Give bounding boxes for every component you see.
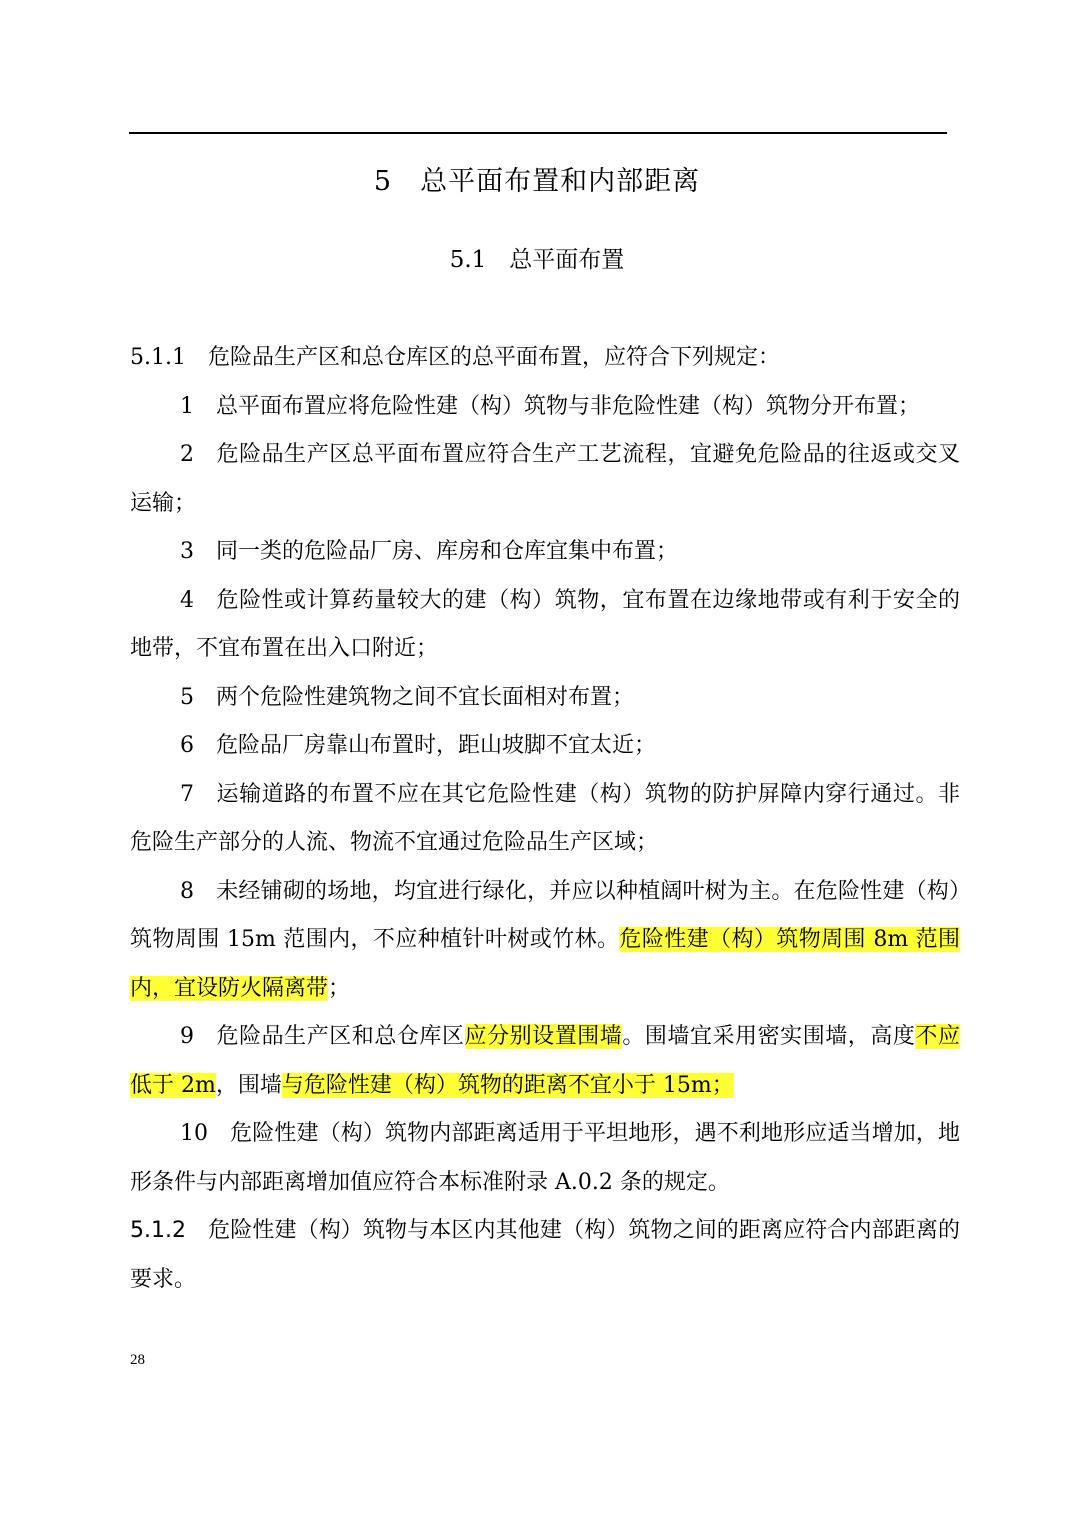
item-number: 3 [180,539,194,564]
section-title [0,240,1074,280]
list-item [130,771,960,868]
list-item [130,1110,960,1207]
item-text: ，围墙 [215,1072,282,1098]
item-number: 10 [180,1121,208,1146]
list-item [130,868,960,1014]
item-number: 7 [180,781,194,807]
highlighted-text: 不应低于 2m [130,1024,960,1098]
item-text: 总平面布置应将危险性建（构）筑物与非危险性建（构）筑物分开布置； [216,393,921,419]
list-item [130,431,960,528]
item-text: 运输道路的布置不应在其它危险性建（构）筑物的防护屏障内穿行通过。非危险生产部分的人流、物流不宜通过危险品生产区域； [130,781,960,855]
highlighted-text: 危险性建（构）筑物周围 8m 范围内，宜设防火隔离带 [130,927,960,1001]
clause-number: 5.1.2 [130,1218,186,1243]
item-text: 同一类的危险品厂房、库房和仓库宜集中布置； [216,539,679,564]
clause-text: 危险性建（构）筑物与本区内其他建（构）筑物之间的距离应符合内部距离的要求。 [130,1218,960,1292]
item-text: 危险品生产区总平面布置应符合生产工艺流程，宜避免危险品的往返或交叉运输； [130,442,960,516]
item-number: 4 [180,587,194,613]
highlighted-text: 与危险性建（构）筑物的距离不宜小于 15m； [281,1072,734,1098]
list-item [130,383,960,432]
clause-5-1-2 [130,1207,960,1304]
list-item [130,722,960,771]
clause-number: 5.1.1 [130,345,186,370]
item-number: 1 [180,393,194,419]
page-number: 28 [130,1352,145,1368]
chapter-title [0,160,1074,204]
document-body [130,334,960,1304]
list-item [130,528,960,577]
section-number: 5.1 [449,247,487,273]
highlighted-text: 应分别设置围墙 [464,1024,623,1049]
clause-text: 危险品生产区和总仓库区的总平面布置，应符合下列规定： [207,345,780,370]
section-title-text: 总平面布置 [509,247,625,273]
item-number: 5 [180,684,194,710]
item-text: 。围墙宜采用密实围墙，高度 [622,1024,916,1049]
item-text: 危险性或计算药量较大的建（构）筑物，宜布置在边缘地带或有利于安全的地带，不宜布置在出入口附近； [130,587,960,661]
clause-5-1-1 [130,334,960,383]
chapter-title-text: 总平面布置和内部距离 [420,166,701,197]
item-text: 危险性建（构）筑物内部距离适用于平坦地形，遇不利地形应适当增加，地形条件与内部距离增加值应符合本标准附录 A.0.2 条的规定。 [130,1121,960,1195]
item-text: 两个危险性建筑物之间不宜长面相对布置； [216,684,635,710]
item-text: 危险品生产区和总仓库区 [216,1024,465,1049]
item-number: 2 [180,442,194,467]
list-item [130,577,960,674]
chapter-number: 5 [373,166,393,197]
item-number: 6 [180,733,194,758]
item-text: 危险品厂房靠山布置时，距山坡脚不宜太近； [216,733,657,758]
item-text: ； [328,975,351,1001]
header-rule [129,132,947,134]
item-number: 9 [180,1024,194,1049]
item-text: 未经铺砌的场地，均宜进行绿化，并应以种植阔叶树为主。在危险性建（构）筑物周围 15m 范围内，不应种植针叶树或竹林。 [130,878,960,952]
list-item [130,674,960,723]
item-number: 8 [180,878,194,904]
list-item [130,1013,960,1110]
